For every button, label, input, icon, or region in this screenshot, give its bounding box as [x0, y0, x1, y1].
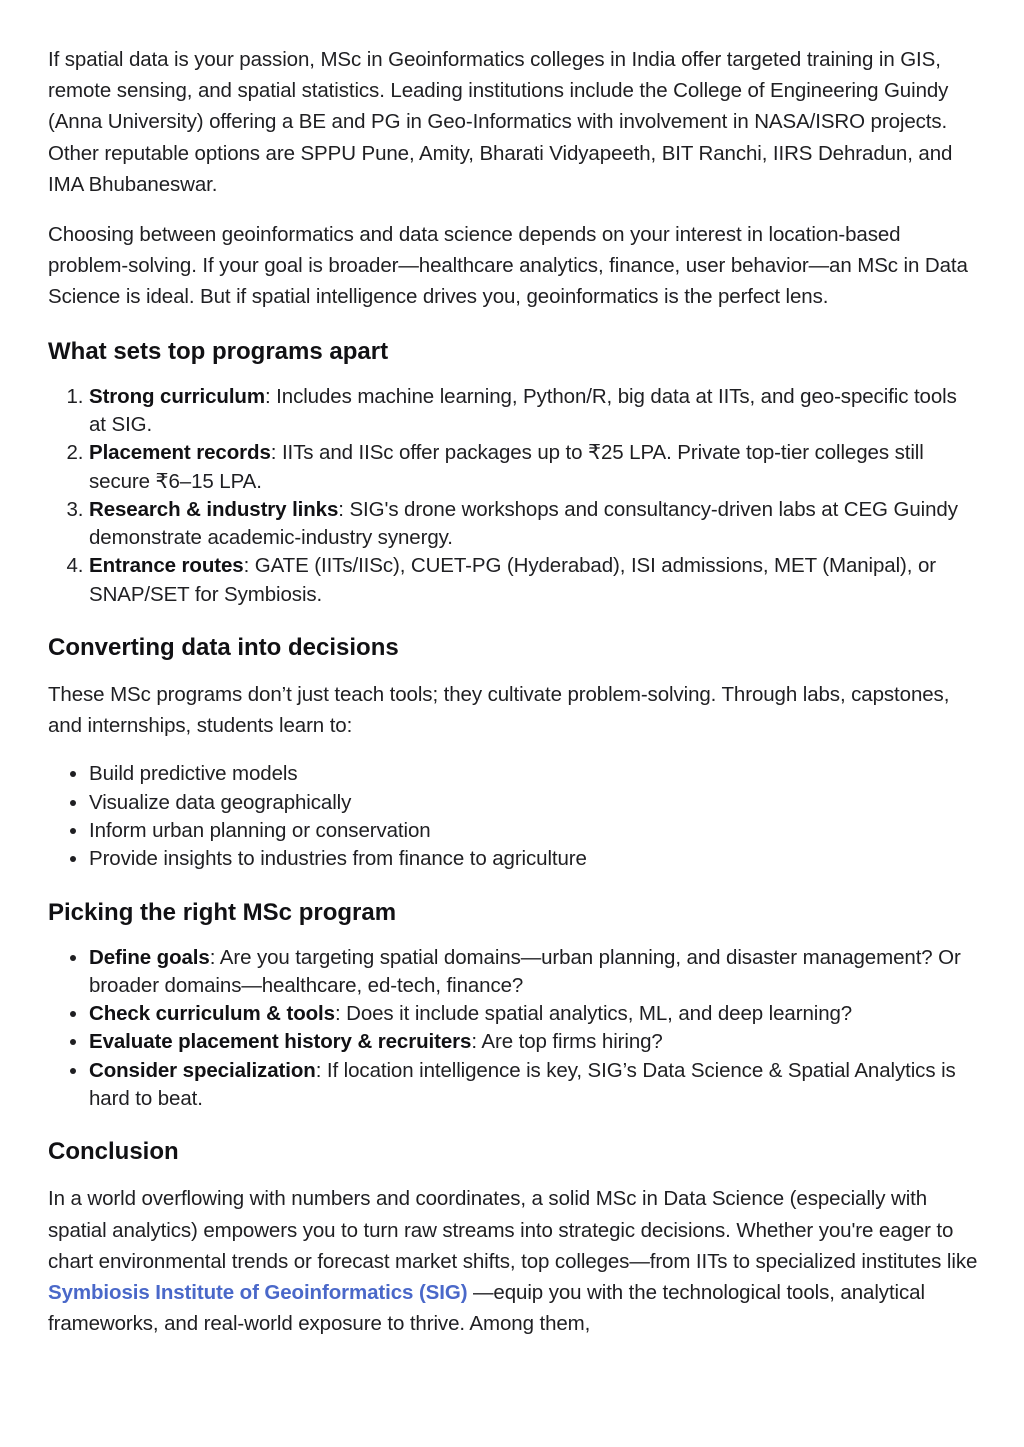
- top-programs-list: [48, 383, 978, 609]
- list-item-text: : Are top firms hiring?: [471, 1030, 663, 1054]
- heading-conclusion: Conclusion: [48, 1138, 179, 1166]
- list-item: [89, 1000, 978, 1028]
- list-item-text: : Includes machine learning, Python/R, big data at IITs, and geo-specific tools at SIG.: [89, 384, 957, 436]
- conclusion-paragraph: [48, 1183, 978, 1339]
- list-item-text: : Does it include spatial analytics, ML, and deep learning?: [334, 1002, 853, 1026]
- list-item-text: : SIG's drone workshops and consultancy-driven labs at CEG Guindy demonstrate academic-industry synergy.: [89, 497, 958, 550]
- decisions-list: [48, 760, 978, 873]
- article-body: [48, 44, 978, 1358]
- intro-paragraph-choosing: Choosing between geoinformatics and data science depends on your interest in location-based problem-solving. If your goal is broader—healthcare analytics, finance, user behavior—an MSc in Data Science is ideal. But if spatial intelligence drives you, geoinformatics is the perfect lens.: [48, 223, 968, 309]
- decisions-intro: These MSc programs don’t just teach tools; they cultivate problem-solving. Through labs, capstones, and internships, students learn to:: [48, 683, 950, 738]
- list-item-term: Research & industry links: [89, 497, 339, 521]
- intro-paragraph-geoinformatics: If spatial data is your passion, MSc in Geoinformatics colleges in India offer targeted training in GIS, remote sensing, and spatial statistics. Leading institutions include the College of Engineering Guindy (Anna University) offering a BE and PG in Geo-Informatics with involvement in NASA/ISRO projects. Other reputable options are SPPU Pune, Amity, Bharati Vidyapeeth, BIT Ranchi, IIRS Dehradun, and IMA Bhubaneswar.: [48, 48, 953, 196]
- heading-picking-program: Picking the right MSc program: [48, 898, 397, 926]
- list-item-term: Strong curriculum: [89, 384, 265, 408]
- list-item-term: Evaluate placement history & recruiters: [89, 1030, 472, 1054]
- list-item-term: Entrance routes: [89, 554, 244, 578]
- list-item: [89, 552, 978, 609]
- list-item-term: Define goals: [89, 945, 210, 969]
- list-item-text: : IITs and IISc offer packages up to ₹25 LPA. Private top-tier colleges still secure ₹6–15 LPA.: [89, 441, 924, 493]
- list-item-text: : Are you targeting spatial domains—urban planning, and disaster management? Or broader domains—healthcare, ed-tech, finance?: [89, 945, 961, 997]
- conclusion-text-end: —equip you with the technological tools, analytical frameworks, and real-world exposure to thrive. Among them,: [48, 1280, 925, 1336]
- conclusion-text-start: In a world overflowing with numbers and coordinates, a solid MSc in Data Science (especially with spatial analytics) empowers you to turn raw streams into strategic decisions. Whether you're eager to chart environmental trends or forecast market shifts, top colleges—from IITs to specialized institutes like: [48, 1187, 978, 1273]
- list-item: [89, 1028, 978, 1056]
- list-item: • Build predictive models: [89, 760, 978, 788]
- list-item: [89, 439, 978, 496]
- list-item-text: : If location intelligence is key, SIG’s Data Science & Spatial Analytics is hard to beat.: [89, 1058, 956, 1111]
- list-item: • Inform urban planning or conservation: [89, 817, 978, 845]
- list-item: [89, 944, 978, 1001]
- heading-top-programs: What sets top programs apart: [48, 337, 389, 365]
- list-item-term: Consider specialization: [89, 1058, 316, 1082]
- list-item: [89, 383, 978, 440]
- picking-list: [48, 944, 978, 1114]
- list-item: [89, 496, 978, 553]
- list-item: [89, 1057, 978, 1114]
- heading-converting-data: Converting data into decisions: [48, 634, 399, 661]
- list-item-text: : GATE (IITs/IISc), CUET-PG (Hyderabad), ISI admissions, MET (Manipal), or SNAP/SET for Symbiosis.: [89, 554, 937, 606]
- list-item-term: Check curriculum & tools: [89, 1002, 335, 1026]
- sig-link[interactable]: Symbiosis Institute of Geoinformatics (SIG): [48, 1280, 468, 1304]
- list-item-term: Placement records: [89, 441, 271, 465]
- list-item: • Provide insights to industries from finance to agriculture: [89, 845, 978, 873]
- list-item: • Visualize data geographically: [89, 789, 978, 817]
